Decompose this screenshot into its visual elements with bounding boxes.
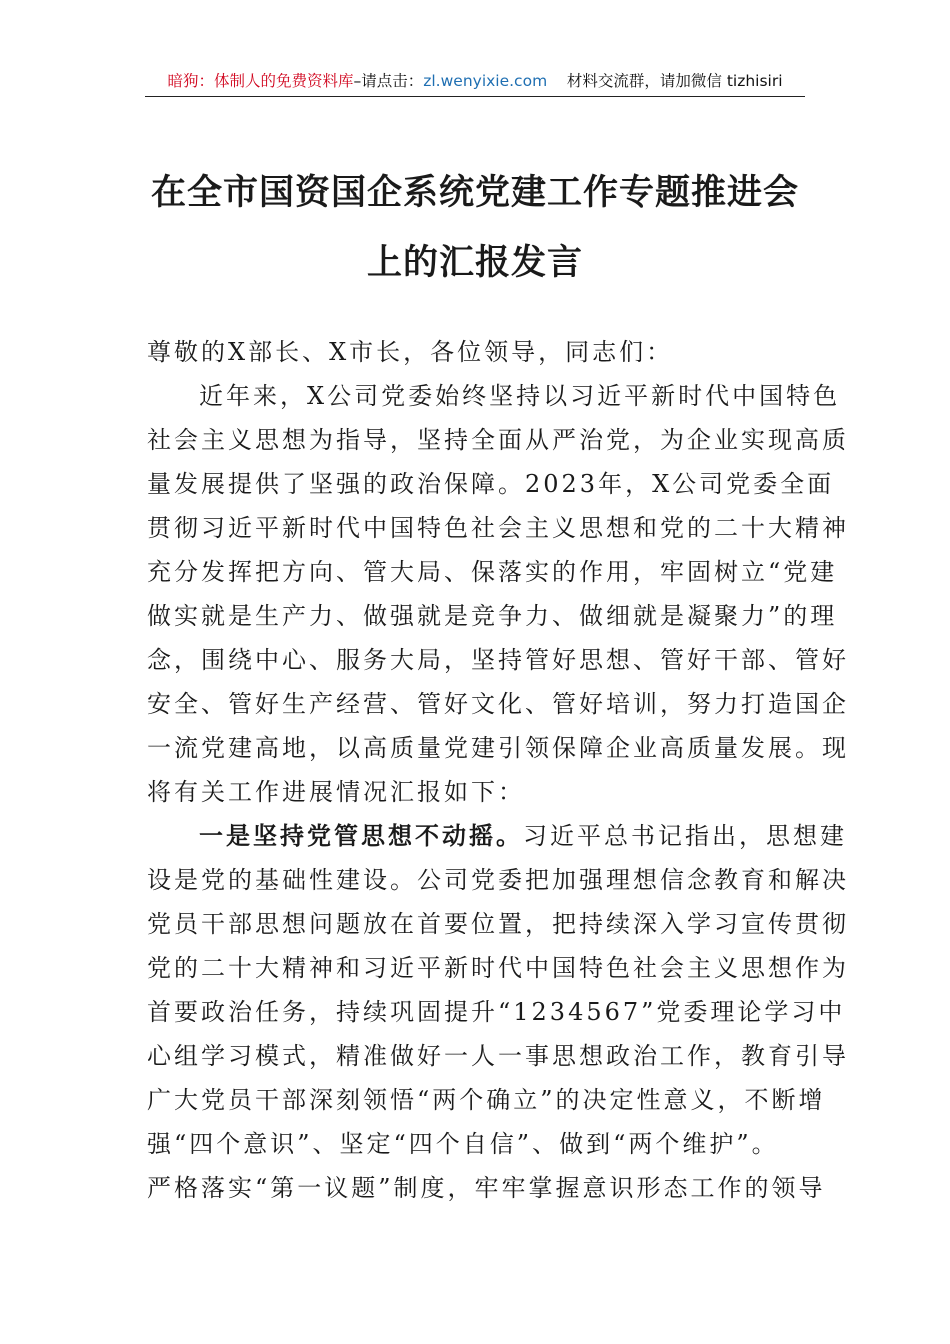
paragraph-line: 社会主义思想为指导，坚持全面从严治党，为企业实现高质	[147, 426, 849, 454]
paragraph-section-one	[147, 814, 849, 1210]
paragraph-line: 心组学习模式，精准做好一人一事思想政治工作，教育引导	[147, 1042, 849, 1070]
header-url-link[interactable]: zl.wenyixie.com	[423, 72, 548, 90]
paragraph-line	[147, 814, 847, 858]
paragraph-line: 设是党的基础性建设。公司党委把加强理想信念教育和解决	[147, 866, 849, 894]
title-line-2: 上的汇报发言	[366, 242, 583, 283]
paragraph-line: 做实就是生产力、做强就是竞争力、做细就是凝聚力”的理	[147, 602, 838, 630]
paragraph-line: 将有关工作进展情况汇报如下：	[147, 778, 525, 806]
paragraph-line: 充分发挥把方向、管大局、保落实的作用，牢固树立“党建	[147, 558, 838, 586]
paragraph-line: 安全、管好生产经营、管好文化、管好培训，努力打造国企	[147, 690, 849, 718]
page-header	[145, 68, 805, 97]
paragraph-line: 一流党建高地，以高质量党建引领保障企业高质量发展。现	[147, 734, 849, 762]
header-link-prompt: –请点击：	[353, 72, 424, 90]
header-site-name: 暗狗：体制人的免费资料库	[167, 72, 354, 90]
paragraph-line: 贯彻习近平新时代中国特色社会主义思想和党的二十大精神	[147, 514, 849, 542]
document-body	[147, 330, 849, 1210]
paragraph-line: 党的二十大精神和习近平新时代中国特色社会主义思想作为	[147, 954, 849, 982]
salutation: 尊敬的X部长、X市长，各位领导，同志们：	[147, 338, 674, 366]
paragraph-line: 严格落实“第一议题”制度，牢牢掌握意识形态工作的领导	[147, 1174, 826, 1202]
paragraph-line: 党员干部思想问题放在首要位置，把持续深入学习宣传贯彻	[147, 910, 849, 938]
section-heading: 一是坚持党管思想不动摇。	[199, 821, 523, 850]
paragraph-line: 广大党员干部深刻领悟“两个确立”的决定性意义，不断增	[147, 1086, 826, 1114]
header-contact: 材料交流群，请加微信 tizhisiri	[566, 72, 783, 90]
paragraph-line: 首要政治任务，持续巩固提升“1234567”党委理论学习中	[147, 998, 846, 1026]
paragraph-intro	[147, 374, 849, 814]
document-title	[130, 158, 820, 298]
title-line-1: 在全市国资国企系统党建工作专题推进会	[150, 172, 799, 213]
section-first-line-text: 习近平总书记指出，思想建	[523, 822, 847, 850]
paragraph-line: 近年来，X公司党委始终坚持以习近平新时代中国特色	[199, 382, 841, 410]
paragraph-line: 量发展提供了坚强的政治保障。2023年，X公司党委全面	[147, 470, 835, 498]
paragraph-line: 念，围绕中心、服务大局，坚持管好思想、管好干部、管好	[147, 646, 849, 674]
paragraph-line: 强“四个意识”、坚定“四个自信”、做到“两个维护”。	[147, 1130, 779, 1158]
